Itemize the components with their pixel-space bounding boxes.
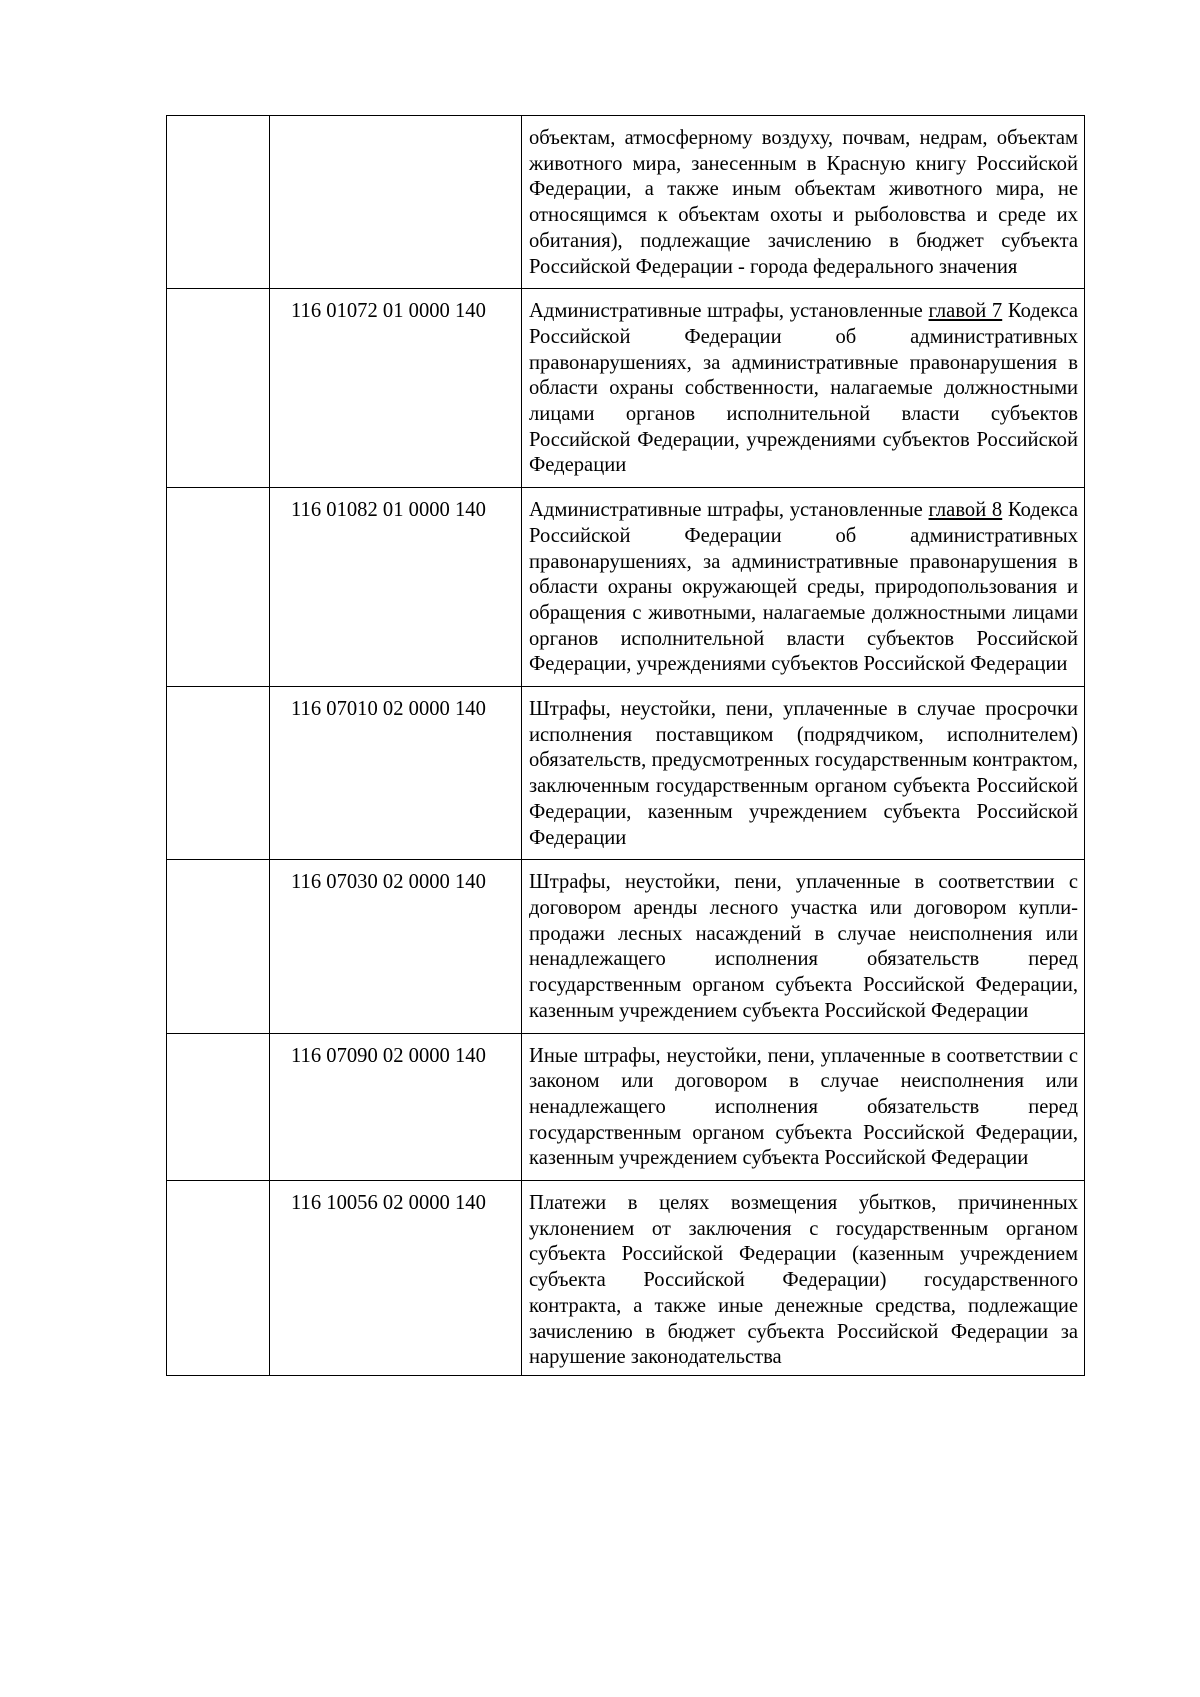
description-text: Кодекса Российской Федерации об административных правонарушениях, за административные правонарушения в области охраны окружающей среды, природопользования и обращения с животными, налагаемые должностными лицами органов исполнительной власти субъектов Российской Федерации, учреждениями субъектов Российской Федерации [529,499,1078,676]
budget-code: 116 07030 02 0000 140 [291,871,486,894]
budget-code-cell [270,289,522,488]
chapter-reference-link[interactable]: главой 7 [928,300,1003,323]
table-row [167,860,1085,1033]
table-row [167,1181,1085,1376]
table-row [167,289,1085,488]
description-cell [522,1033,1085,1181]
admin-code-cell [167,860,270,1033]
description-text: Административные штрафы, установленные [529,499,929,522]
description-cell [522,1181,1085,1376]
budget-code: 116 01082 01 0000 140 [291,499,486,522]
row-description [522,687,1084,859]
admin-code-cell [167,488,270,687]
budget-code-cell [270,488,522,687]
table-row [167,1033,1085,1181]
admin-code-cell [167,1181,270,1376]
row-description [522,289,1084,487]
description-text: Кодекса Российской Федерации об административных правонарушениях, за административные правонарушения в области охраны собственности, налагаемые должностными лицами органов исполнительной власти субъектов Российской Федерации, учреждениями субъектов Российской Федерации [529,300,1078,477]
row-description [522,488,1084,686]
budget-code: 116 07010 02 0000 140 [291,698,486,721]
description-cell [522,860,1085,1033]
table-row [167,116,1085,289]
description-text: объектам, атмосферному воздуху, почвам, недрам, объектам животного мира, занесенным в Красную книгу Российской Федерации, а также иным объектам животного мира, не относящимся к объектам охоты и рыболовства и среде их обитания), подлежащие зачислению в бюджет субъекта Российской Федерации - города федерального значения [529,127,1078,278]
chapter-reference-link[interactable]: главой 8 [928,499,1003,522]
budget-code-cell [270,1033,522,1181]
description-text: Штрафы, неустойки, пени, уплаченные в соответствии с договором аренды лесного участка или договором купли-продажи лесных насаждений в случае неисполнения или ненадлежащего исполнения обязательств перед государственным органом субъекта Российской Федерации, казенным учреждением субъекта Российской Федерации [529,871,1078,1022]
description-text: Административные штрафы, установленные [529,300,929,323]
budget-code: 116 07090 02 0000 140 [291,1044,486,1067]
row-description [522,1181,1084,1375]
table-row [167,687,1085,860]
admin-code-cell [167,116,270,289]
budget-code-cell [270,860,522,1033]
description-text: Штрафы, неустойки, пени, уплаченные в случае просрочки исполнения поставщиком (подрядчиком, исполнителем) обязательств, предусмотренных государственным контрактом, заключенным государственным органом субъекта Российской Федерации, казенным учреждением субъекта Российской Федерации [529,698,1078,849]
row-description [522,860,1084,1032]
description-text: Иные штрафы, неустойки, пени, уплаченные в соответствии с законом или договором в случае неисполнения или ненадлежащего исполнения обязательств перед государственным органом субъекта Российской Федерации, казенным учреждением субъекта Российской Федерации [529,1044,1078,1170]
row-description [522,116,1084,288]
description-cell [522,687,1085,860]
description-cell [522,116,1085,289]
budget-code-cell [270,687,522,860]
budget-code-cell [270,1181,522,1376]
budget-code: 116 10056 02 0000 140 [291,1192,486,1215]
budget-code [270,116,521,126]
budget-codes-table [166,115,1085,1376]
admin-code-cell [167,1033,270,1181]
description-cell [522,488,1085,687]
admin-code-cell [167,687,270,860]
admin-code-cell [167,289,270,488]
description-text: Платежи в целях возмещения убытков, причиненных уклонением от заключения с государственным органом субъекта Российской Федерации (казенным учреждением субъекта Российской Федерации) государственного контракта, а также иные денежные средства, подлежащие зачислению в бюджет субъекта Российской Федерации за нарушение законодательства [529,1192,1078,1369]
row-description [522,1034,1084,1181]
table-row [167,488,1085,687]
budget-code: 116 01072 01 0000 140 [291,300,486,323]
budget-code-cell [270,116,522,289]
description-cell [522,289,1085,488]
